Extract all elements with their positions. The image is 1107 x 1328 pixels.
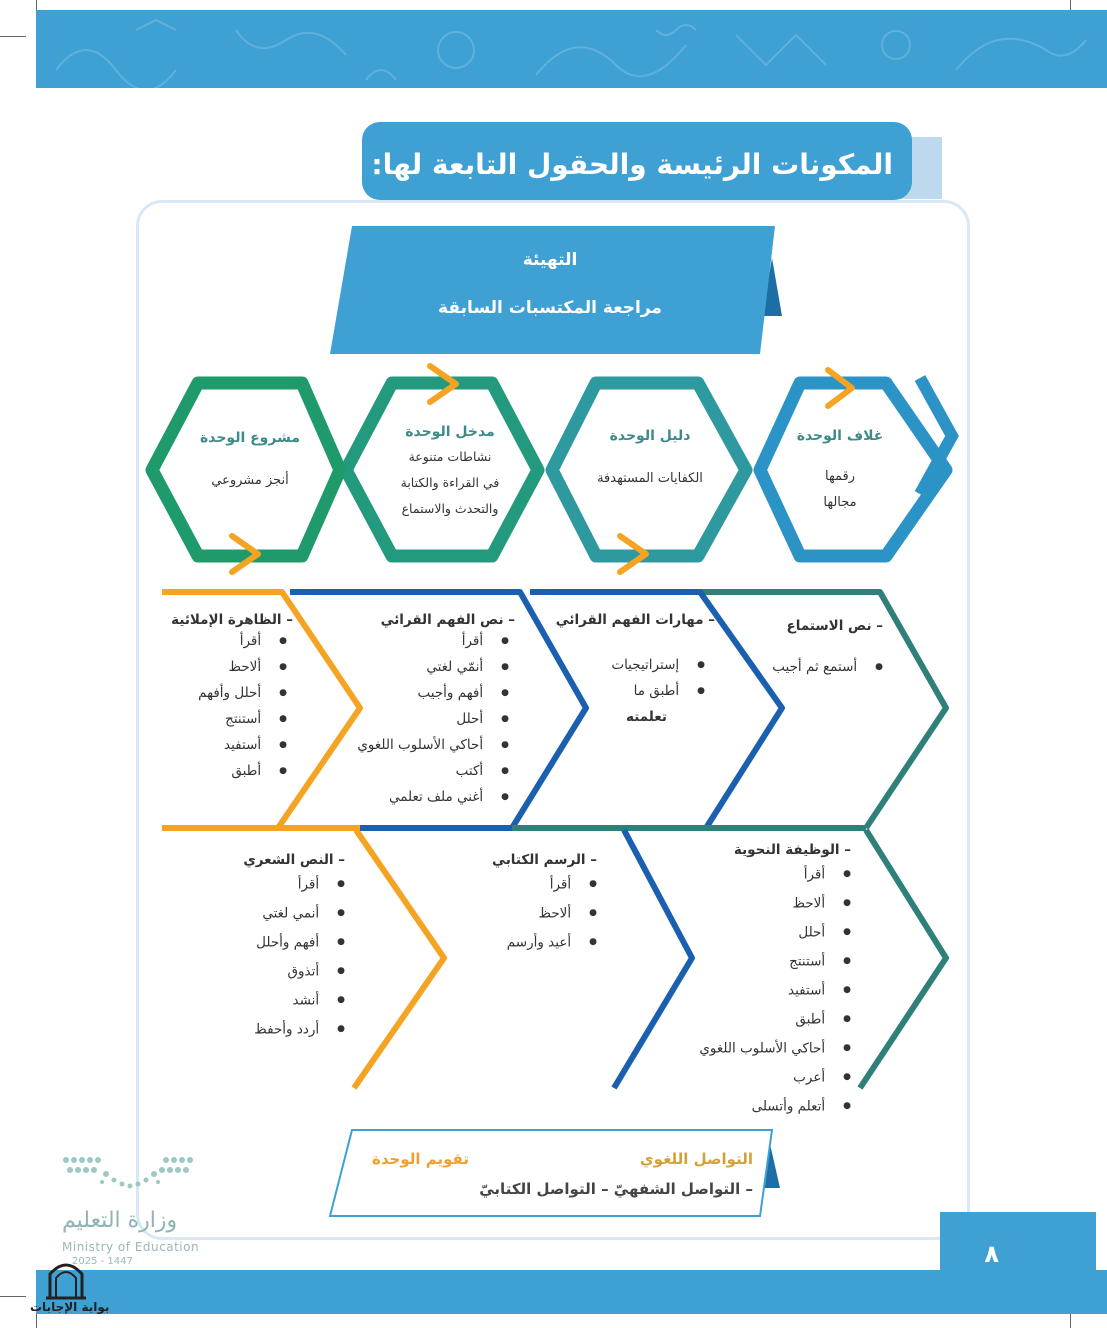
section-title: – نص الاستماع	[786, 618, 883, 634]
list-item: ● أستفيد	[699, 976, 851, 1005]
band-writing	[614, 830, 692, 1088]
list-item: ● أستمع ثم أجيب	[772, 654, 883, 680]
list-item: ● أطبق	[699, 1005, 851, 1034]
list-item: ● أتذوق	[243, 957, 345, 986]
section-title: – مهارات الفهم القرائي	[555, 612, 715, 628]
hexagon-guide-title: دليل الوحدة	[609, 428, 691, 444]
intro-subtitle: مراجعة المكتسبات السابقة	[438, 298, 662, 318]
gate-logo-icon	[44, 1256, 88, 1300]
list-item: ● أقرأ	[357, 628, 509, 654]
hexagon-intro-line: نشاطات متنوعة	[408, 449, 492, 464]
list-item: ● أقرأ	[171, 628, 287, 654]
list-item: ● أغني ملف تعلمي	[357, 784, 509, 810]
list-item: ● أفهم وأجيب	[357, 680, 509, 706]
section-grammar	[699, 842, 851, 1121]
hexagon-project-title: مشروع الوحدة	[199, 430, 301, 446]
list-item: ● أنمي لغتي	[243, 899, 345, 928]
list-item: ● أقرأ	[699, 860, 851, 889]
list-item: ● ألاحظ	[492, 899, 597, 928]
page-title: المكونات الرئيسة والحقول التابعة لها:	[371, 148, 893, 181]
list-item: ● أحلل	[699, 918, 851, 947]
section-title: – الرسم الكتابي	[492, 852, 597, 868]
list-item: ● أستفيد	[171, 732, 287, 758]
list-item: ● أستنتج	[699, 947, 851, 976]
bullet-list	[243, 870, 345, 1044]
list-item: ● أفهم وأحلل	[243, 928, 345, 957]
watermark-label: بوابة الإجابات	[30, 1300, 110, 1314]
hexagon-cover-line: مجالها	[823, 495, 857, 510]
list-item: ● أتعلم وأتسلى	[699, 1092, 851, 1121]
list-item: ● أحاكي الأسلوب اللغوي	[357, 732, 509, 758]
section-spelling	[171, 612, 293, 784]
bullet-list	[171, 628, 287, 784]
list-item: ● أعيد وأرسم	[492, 928, 597, 957]
footer-title-communication: التواصل اللغوي	[639, 1150, 753, 1168]
bottom-tab	[940, 1212, 1096, 1274]
hexagon-guide-line: الكفايات المستهدفة	[597, 471, 703, 486]
section-title: – الظاهرة الإملائية	[171, 612, 293, 628]
intro-box	[330, 226, 775, 354]
list-item: ● ألاحظ	[171, 654, 287, 680]
list-item: ● أنشد	[243, 986, 345, 1015]
hexagon-intro-line: في القراءة والكتابة	[400, 475, 500, 490]
bullet-list	[556, 652, 705, 704]
list-item-continuation: تعلمته	[626, 709, 667, 725]
hexagon-cover-line: رقمها	[825, 469, 855, 484]
page-number: ٨	[984, 1240, 999, 1268]
footer-title-evaluation: تقويم الوحدة	[372, 1150, 469, 1168]
ministry-name-en: Ministry of Education	[62, 1240, 200, 1254]
section-title: – الوظيفة النحوية	[733, 842, 851, 858]
intro-title: التهيئة	[522, 250, 578, 270]
section-reading-text	[357, 612, 515, 810]
bullet-list	[357, 628, 509, 810]
section-title: – نص الفهم القرائي	[380, 612, 515, 628]
hexagon-intro-line: والتحدث والاستماع	[401, 501, 499, 516]
list-item: ● أطبق	[171, 758, 287, 784]
bullet-list	[699, 860, 851, 1121]
list-item: ● أنمّي لغتي	[357, 654, 509, 680]
hexagon-cover-title: غلاف الوحدة	[796, 428, 884, 444]
list-item: ● أحاكي الأسلوب اللغوي	[699, 1034, 851, 1063]
hexagon-intro-body	[360, 444, 540, 522]
list-item: ● أقرأ	[243, 870, 345, 899]
section-poetry	[243, 852, 345, 1044]
list-item: ● أقرأ	[492, 870, 597, 899]
bullet-list	[492, 870, 597, 957]
hexagon-intro-title: مدخل الوحدة	[405, 424, 495, 440]
ministry-logo-icon	[62, 1152, 198, 1200]
band-grammar	[860, 830, 946, 1088]
section-reading-skills	[556, 612, 715, 730]
section-title: – النص الشعري	[243, 852, 345, 868]
hexagon-cover-body	[770, 464, 910, 516]
list-item: ● أحلل وأفهم	[171, 680, 287, 706]
list-item: ● ألاحظ	[699, 889, 851, 918]
list-item: ● أعرب	[699, 1063, 851, 1092]
footer-subtitle: – التواصل الشفهيّ – التواصل الكتابيّ	[479, 1180, 753, 1198]
list-item: ● أردد وأحفظ	[243, 1015, 345, 1044]
hexagon-project-line: أنجز مشروعي	[211, 473, 289, 488]
bullet-list	[772, 654, 883, 680]
list-item: ● أحلل	[357, 706, 509, 732]
footer-box	[330, 1130, 772, 1216]
band-poetry	[354, 830, 444, 1088]
ministry-year: 2025 - 1447	[72, 1256, 133, 1267]
bottom-band	[36, 1270, 1107, 1314]
hexagon-project-body	[170, 468, 330, 494]
section-writing	[492, 852, 597, 957]
list-item: ● أكتب	[357, 758, 509, 784]
hexagon-guide-body	[560, 466, 740, 492]
list-item: ● أستنتج	[171, 706, 287, 732]
section-listening	[772, 618, 883, 680]
list-item: ● أطبق ما	[556, 678, 705, 704]
ministry-name-ar: وزارة التعليم	[62, 1208, 178, 1233]
list-item: ● إستراتيجيات	[556, 652, 705, 678]
